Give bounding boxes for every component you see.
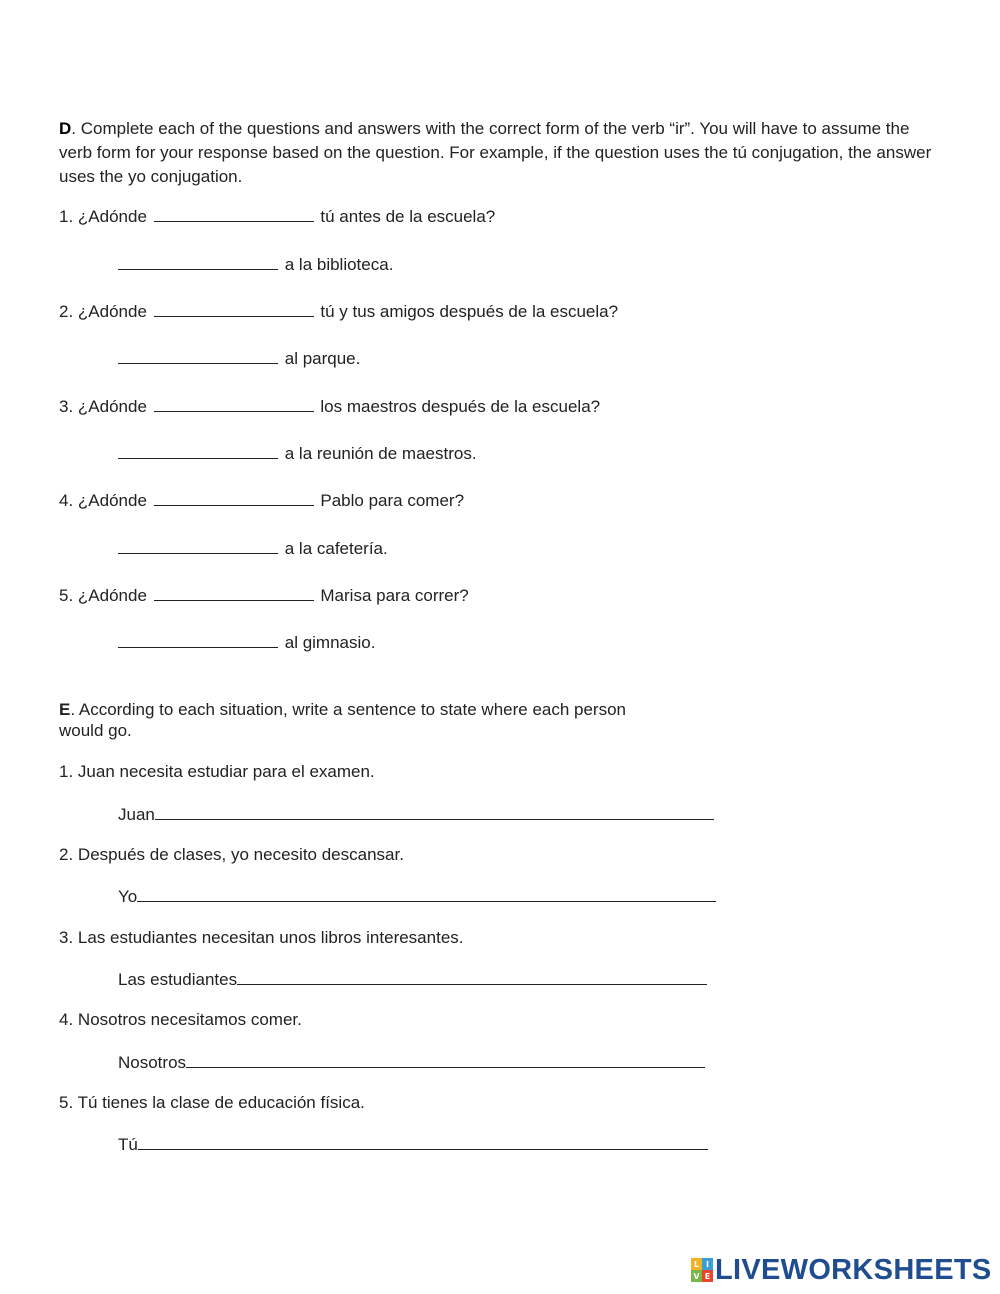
e-answer-subject: Nosotros — [118, 1053, 187, 1072]
d-answer-3 — [118, 443, 477, 464]
logo-mark-letter: I — [702, 1258, 713, 1270]
d-answer-4-blank[interactable] — [118, 538, 278, 554]
section-d-letter: D — [59, 119, 72, 138]
d-question-suffix: tú y tus amigos después de la escuela? — [320, 302, 619, 321]
e-situation-1 — [59, 762, 375, 782]
e-answer-5 — [118, 1134, 708, 1155]
d-question-2-blank[interactable] — [154, 301, 314, 317]
liveworksheets-logo — [691, 1256, 992, 1284]
e-situation-text: Las estudiantes necesitan unos libros interesantes. — [77, 928, 464, 947]
d-answer-1-blank[interactable] — [118, 254, 278, 270]
logo-text: LIVEWORKSHEETS — [715, 1254, 992, 1286]
d-question-number: 2. — [59, 302, 74, 321]
d-answer-1 — [118, 254, 393, 275]
e-answer-4-line[interactable] — [186, 1052, 705, 1068]
d-answer-4 — [118, 538, 388, 559]
e-situation-text: Nosotros necesitamos comer. — [77, 1010, 302, 1029]
d-question-prefix: ¿Adónde — [77, 302, 147, 321]
e-answer-4 — [118, 1052, 705, 1073]
d-answer-2 — [118, 348, 360, 369]
d-answer-3-blank[interactable] — [118, 443, 278, 459]
d-question-prefix: ¿Adónde — [77, 397, 147, 416]
e-situation-number: 5. — [59, 1093, 74, 1112]
e-situation-number: 4. — [59, 1010, 74, 1029]
e-situation-3 — [59, 928, 464, 948]
d-question-4 — [59, 490, 464, 511]
e-answer-1-line[interactable] — [155, 804, 714, 820]
logo-mark-letter: E — [702, 1270, 713, 1282]
d-answer-suffix: a la reunión de maestros. — [284, 444, 477, 463]
d-question-1-blank[interactable] — [154, 206, 314, 222]
d-answer-5-blank[interactable] — [118, 632, 278, 648]
d-answer-suffix: a la cafetería. — [284, 539, 388, 558]
e-answer-5-line[interactable] — [138, 1134, 708, 1150]
section-e-instructions-line1: . According to each situation, write a sentence to state where each person — [70, 700, 627, 719]
d-question-4-blank[interactable] — [154, 490, 314, 506]
d-question-suffix: tú antes de la escuela? — [320, 207, 496, 226]
logo-mark-letter: L — [691, 1258, 702, 1270]
d-question-number: 3. — [59, 397, 74, 416]
d-question-number: 1. — [59, 207, 74, 226]
d-question-suffix: los maestros después de la escuela? — [320, 397, 601, 416]
e-situation-number: 3. — [59, 928, 74, 947]
d-question-prefix: ¿Adónde — [73, 207, 147, 226]
section-e-instructions-line2: would go. — [59, 721, 132, 740]
e-answer-subject: Tú — [118, 1135, 138, 1154]
section-e-letter: E — [59, 700, 71, 719]
e-situation-number: 1. — [59, 762, 74, 781]
d-question-1 — [59, 206, 495, 227]
d-answer-suffix: a la biblioteca. — [284, 255, 394, 274]
e-answer-subject: Yo — [118, 887, 138, 906]
e-situation-number: 2. — [59, 845, 74, 864]
d-question-suffix: Marisa para correr? — [320, 586, 469, 605]
d-question-prefix: ¿Adónde — [77, 491, 147, 510]
d-answer-2-blank[interactable] — [118, 348, 278, 364]
d-question-2 — [59, 301, 618, 322]
e-answer-subject: Las estudiantes — [118, 970, 238, 989]
e-answer-3-line[interactable] — [237, 969, 707, 985]
section-d-instructions — [59, 117, 939, 189]
e-answer-2-line[interactable] — [137, 886, 716, 902]
d-question-prefix: ¿Adónde — [77, 586, 147, 605]
logo-mark-letter: V — [691, 1270, 702, 1282]
section-e-instructions — [59, 700, 626, 720]
d-answer-suffix: al gimnasio. — [284, 633, 376, 652]
logo-mark-icon — [691, 1258, 713, 1282]
d-question-number: 5. — [59, 586, 74, 605]
d-question-5 — [59, 585, 469, 606]
e-answer-subject: Juan — [118, 805, 155, 824]
e-situation-2 — [59, 845, 404, 865]
d-question-3-blank[interactable] — [154, 396, 314, 412]
e-situation-4 — [59, 1010, 302, 1030]
d-answer-suffix: al parque. — [284, 349, 361, 368]
e-answer-3 — [118, 969, 707, 990]
d-question-number: 4. — [59, 491, 74, 510]
e-answer-1 — [118, 804, 714, 825]
e-situation-text: Tú tienes la clase de educación física. — [77, 1093, 365, 1112]
e-situation-text: Juan necesita estudiar para el examen. — [77, 762, 375, 781]
section-d-instructions-text: . Complete each of the questions and answers with the correct form of the verb “ir”. You will have to assume the verb form for your response based on the question. For example, if the question uses the tú conjugation, the answer uses the yo conjugation. — [59, 119, 932, 186]
e-situation-text: Después de clases, yo necesito descansar. — [77, 845, 404, 864]
d-question-3 — [59, 396, 600, 417]
e-answer-2 — [118, 886, 716, 907]
d-answer-5 — [118, 632, 375, 653]
e-situation-5 — [59, 1093, 365, 1113]
d-question-suffix: Pablo para comer? — [320, 491, 465, 510]
d-question-5-blank[interactable] — [154, 585, 314, 601]
